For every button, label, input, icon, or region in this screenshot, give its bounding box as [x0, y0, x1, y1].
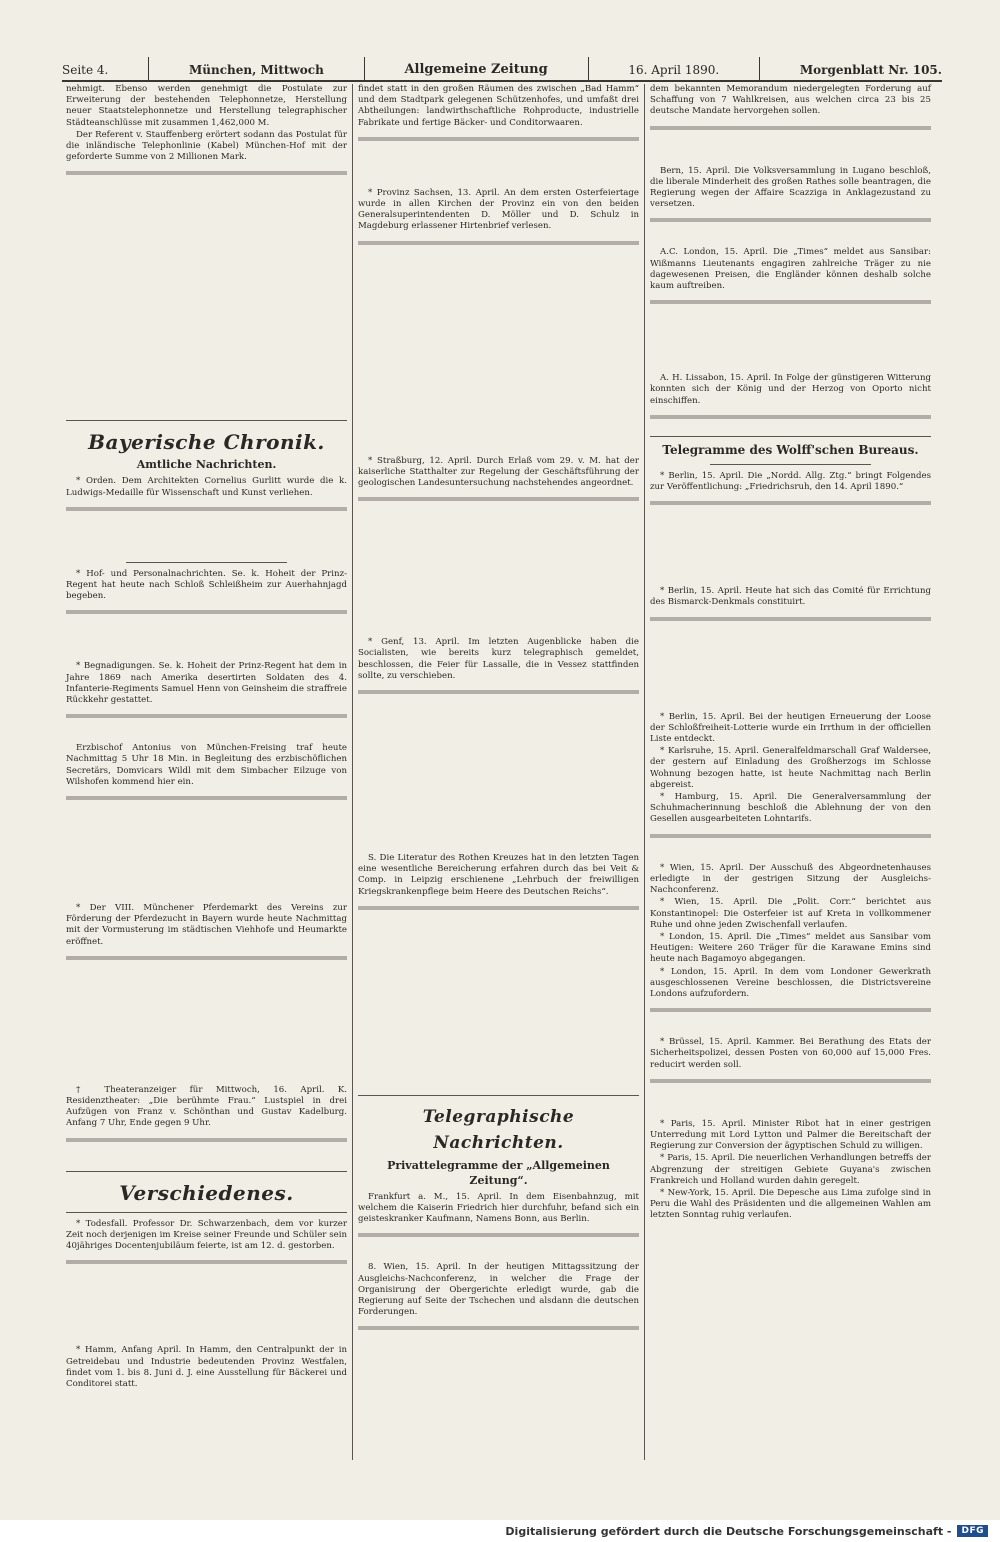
- article-paragraph: Frankfurt a. M., 15. April. In dem Eisenbahnzug, mit welchem die Kaiserin Friedrich hier durchfuhr, befand sich ein geisteskranker Kaufmann, Namens Bonn, aus Berlin.: [358, 1191, 639, 1225]
- text-lines: [358, 130, 639, 186]
- subheading-official-news: Amtliche Nachrichten.: [136, 458, 277, 472]
- article-paragraph: A.C. London, 15. April. Die „Times“ meldet aus Sansibar: Wißmanns Lieutenants engagiren zahlreiche Träger zu nie dagewesenen Preisen, die Engländer können deshalb solche kaum auftreiben.: [650, 247, 931, 292]
- masthead-divider: [148, 57, 149, 80]
- text-lines: [358, 234, 639, 454]
- article-paragraph: A. H. Lissabon, 15. April. In Folge der günstigeren Witterung konnten sich der König und der Herzog von Oporto nicht einschiffen.: [650, 373, 931, 406]
- section-heading-wolff-telegrams: Telegramme des Wolff'schen Bureaus.: [662, 442, 919, 457]
- text-lines: [650, 827, 931, 861]
- article-paragraph: findet statt in den großen Räumen des zwischen „Bad Hamm“ und dem Stadtpark gelegenen Schützenhofes, und umfaßt drei Abtheilungen: landwirthschaftliche Rohproducte, industrielle Fabrikate und fertige Bäcker- und Conditorwaaren.: [358, 84, 639, 128]
- article-paragraph: * Provinz Sachsen, 13. April. An dem ersten Osterfeiertage wurde in allen Kirchen der Provinz ein von den beiden Generalsuperintendenten D. Möller und D. Schulz in Magdeburg erlassener Hirtenbrief verlesen.: [358, 187, 639, 232]
- text-lines: [650, 610, 931, 710]
- article-paragraph: Bern, 15. April. Die Volksversammlung in Lugano beschloß, die liberale Minderheit des großen Rathes solle beantragen, die Regierung wegen der Affaire Scazziga in Anklagezustand zu versetzen.: [650, 165, 931, 210]
- article-paragraph: * London, 15. April. In dem vom Londoner Gewerkrath ausgeschlossenen Vereine beschlossen, die Districtsvereine Londons aufzufordern.: [650, 966, 931, 999]
- article-paragraph: * Berlin, 15. April. Bei der heutigen Erneuerung der Loose der Schloßfreiheit-Lotterie wurde ein Irrthum in der officiellen Liste entdeckt.: [650, 711, 931, 745]
- subheading-private-telegrams: Privattelegramme der „Allgemeinen Zeitung“.: [387, 1158, 610, 1187]
- article-paragraph: 8. Wien, 15. April. In der heutigen Mittagssitzung der Ausgleichs-Nachconferenz, in welcher die Frage der Organisirung der Obergerichte erledigt wurde, gab die Regierung auf Seite der Tschechen und alsdann die deutschen Forderungen.: [358, 1262, 639, 1318]
- divider: [710, 464, 871, 465]
- divider: [66, 420, 347, 421]
- text-lines: [650, 293, 931, 371]
- column-rule: [352, 84, 353, 1460]
- digitization-footer: [0, 1520, 1000, 1542]
- article-paragraph: nehmigt. Ebenso werden genehmigt die Postulate zur Erweiterung der bestehenden Telephonnetze, Herstellung neuer Staatstelephonnetze und Herstellung telegraphischer Städteanschlüsse mit zusammen 1,462,000 M.: [66, 84, 347, 128]
- place-day: München, Mittwoch: [189, 63, 324, 77]
- article-paragraph: * Hof- und Personalnachrichten. Se. k. Hoheit der Prinz-Regent hat heute nach Schloß Schleißheim zur Auerhahnjagd begeben.: [66, 568, 347, 602]
- text-lines: [66, 707, 347, 741]
- text-lines: [66, 603, 347, 659]
- column-2: [354, 84, 643, 1460]
- article-paragraph: * Wien, 15. April. Der Ausschuß des Abgeordnetenhauses erledigte in der gestrigen Sitzung der Ausgleichs-Nachconferenz.: [650, 862, 931, 896]
- text-lines: [66, 789, 347, 901]
- article-paragraph: † Theateranzeiger für Mittwoch, 16. April. K. Residenztheater: „Die berühmte Frau.“ Lustspiel in drei Aufzügen von Franz v. Schönthan und Gustav Kadelburg. Anfang 7 Uhr, Ende gegen 9 Uhr.: [66, 1084, 347, 1129]
- edition-number: Morgenblatt Nr. 105.: [799, 63, 942, 77]
- article-paragraph: * Berlin, 15. April. Die „Nordd. Allg. Ztg.“ bringt Folgendes zur Veröffentlichung: „Friedrichsruh, den 14. April 1890.“: [650, 470, 931, 493]
- text-lines: [66, 1253, 347, 1343]
- article-paragraph: * Der VIII. Münchener Pferdemarkt des Vereins zur Förderung der Pferdezucht in Bayern wurde heute Nachmittag mit der Vormusterung im städtischen Viehhofe und Heumarkte eröffnet.: [66, 903, 347, 947]
- article-paragraph: * Berlin, 15. April. Heute hat sich das Comité für Errichtung des Bismarck-Denkmals constituirt.: [650, 586, 931, 608]
- text-lines: [358, 490, 639, 635]
- divider: [358, 1095, 639, 1096]
- text-lines: [66, 164, 347, 414]
- divider: [66, 1212, 347, 1213]
- dfg-logo: DFG: [957, 1525, 988, 1537]
- column-3: [646, 84, 935, 1460]
- divider: [126, 562, 287, 563]
- text-lines: [650, 211, 931, 245]
- divider: [650, 436, 931, 437]
- article-paragraph: * Genf, 13. April. Im letzten Augenblicke haben die Socialisten, wie bereits kurz telegraphisch gemeldet, beschlossen, die Feier für Lassalle, die in Vessez stattfinden sollte, zu verschieben.: [358, 637, 639, 681]
- text-lines: [66, 1131, 347, 1165]
- text-lines: [66, 949, 347, 1083]
- column-1: [62, 84, 351, 1460]
- article-paragraph: * Wien, 15. April. Die „Polit. Corr.“ berichtet aus Konstantinopel: Die Osterfeier ist auf Kreta in vollkommener Ruhe und ohne jeden Zwischenfall verlaufen.: [650, 897, 931, 930]
- article-paragraph: * Hamm, Anfang April. In Hamm, den Centralpunkt der in Getreidebau und Industrie bedeutenden Provinz Westfalen, findet vom 1. bis 8. Juni d. J. eine Ausstellung für Bäckerei und Conditorei statt.: [66, 1345, 347, 1389]
- masthead-divider: [759, 57, 760, 80]
- article-paragraph: * Todesfall. Professor Dr. Schwarzenbach, dem vor kurzer Zeit noch derjenigen im Kreise seiner Freunde und Schüler sein 40jähriges Docentenjubiläum feierte, ist am 12. d. gestorben.: [66, 1218, 347, 1252]
- text-lines: [650, 494, 931, 584]
- masthead-divider: [364, 57, 365, 80]
- text-lines: [358, 899, 639, 1089]
- article-paragraph: * Paris, 15. April. Minister Ribot hat in einer gestrigen Unterredung mit Lord Lytton und Palmer die Bereitschaft der Regierung zur Conversion der ägyptischen Schuld zu willigen.: [650, 1118, 931, 1152]
- article-paragraph: Der Referent v. Stauffenberg erörtert sodann das Postulat für die inländische Telephonlinie (Kabel) München-Hof mit der geforderte Summe von 2 Millionen Mark.: [66, 129, 347, 163]
- article-paragraph: * New-York, 15. April. Die Depesche aus Lima zufolge sind in Peru die Wahl des Präsidenten und die allgemeinen Wahlen am letzten Sonntag ruhig verlaufen.: [650, 1187, 931, 1221]
- text-lines: [358, 1226, 639, 1260]
- footer-credit: Digitalisierung gefördert durch die Deutsche Forschungsgemeinschaft -: [505, 1524, 952, 1538]
- text-lines: [358, 1319, 639, 1364]
- article-paragraph: * London, 15. April. Die „Times“ meldet aus Sansibar vom Heutigen: Weitere 260 Träger für die Karawane Emins sind heute nach Bagamoyo abgegangen.: [650, 931, 931, 965]
- article-paragraph: * Orden. Dem Architekten Cornelius Gurlitt wurde die k. Ludwigs-Medaille für Wissenschaft und Kunst verliehen.: [66, 476, 347, 498]
- column-rule: [644, 84, 645, 1460]
- masthead-divider: [588, 57, 589, 80]
- article-paragraph: dem bekannten Memorandum niedergelegten Forderung auf Schaffung von 7 Wahlkreisen, aus welchen circa 23 bis 25 deutsche Mandate hervorgehen sollen.: [650, 84, 931, 117]
- newspaper-title: Allgemeine Zeitung: [404, 62, 548, 77]
- text-lines: [358, 683, 639, 851]
- article-paragraph: * Paris, 15. April. Die neuerlichen Verhandlungen betreffs der Abgrenzung der streitigen Gebiete Guyana's zwischen Frankreich und Holland wurden dahin geregelt.: [650, 1153, 931, 1186]
- page-number: Seite 4.: [62, 63, 109, 77]
- text-lines: [650, 408, 931, 430]
- article-paragraph: * Hamburg, 15. April. Die Generalversammlung der Schuhmacherinnung beschloß die Ablehnung der von den Gesellen ausgearbeiteten Lohntarifs.: [650, 792, 931, 825]
- columns: [62, 84, 942, 1460]
- article-paragraph: * Begnadigungen. Se. k. Hoheit der Prinz-Regent hat dem in Jahre 1869 nach Amerika desertirten Soldaten des 4. Infanterie-Regiments Samuel Henn von Geinsheim die straffreie Rückkehr gestattet.: [66, 661, 347, 706]
- text-lines: [650, 1001, 931, 1035]
- masthead: [62, 56, 942, 82]
- issue-date: 16. April 1890.: [628, 63, 720, 77]
- text-lines: [66, 500, 347, 556]
- section-heading-bavarian-chronicle: Bayerische Chronik.: [88, 430, 325, 455]
- section-heading-miscellaneous: Verschiedenes.: [119, 1180, 294, 1205]
- text-lines: [650, 1072, 931, 1117]
- text-lines: [650, 119, 931, 164]
- article-paragraph: S. Die Literatur des Rothen Kreuzes hat in den letzten Tagen eine wesentliche Bereicherung erfahren durch das bei Veit & Comp. in Leipzig erschienene „Lehrbuch der freiwilligen Kriegskrankenpflege beim Heere des Deutschen Reichs“.: [358, 853, 639, 897]
- article-paragraph: Erzbischof Antonius von München-Freising traf heute Nachmittag 5 Uhr 18 Min. in Begleitung des erzbischöflichen Secretärs, Domvicars Wildl mit dem Simbacher Eilzuge von Wilshofen kommend hier ein.: [66, 743, 347, 787]
- section-heading-telegraphic-news: Telegraphische Nachrichten.: [422, 1106, 575, 1153]
- article-paragraph: * Brüssel, 15. April. Kammer. Bei Berathung des Etats der Sicherheitspolizei, dessen Posten von 60,000 auf 15,000 Fres. reducirt werden soll.: [650, 1037, 931, 1070]
- divider: [66, 1171, 347, 1172]
- article-paragraph: * Straßburg, 12. April. Durch Erlaß vom 29. v. M. hat der kaiserliche Statthalter zur Regelung der Geschäftsführung der geologischen Landesuntersuchung nachstehendes angeordnet.: [358, 455, 639, 489]
- article-paragraph: * Karlsruhe, 15. April. Generalfeldmarschall Graf Waldersee, der gestern auf Einladung des Großherzogs im Schlosse Wohnung bezogen hatte, ist heute Nachmittag nach Berlin abgereist.: [650, 746, 931, 790]
